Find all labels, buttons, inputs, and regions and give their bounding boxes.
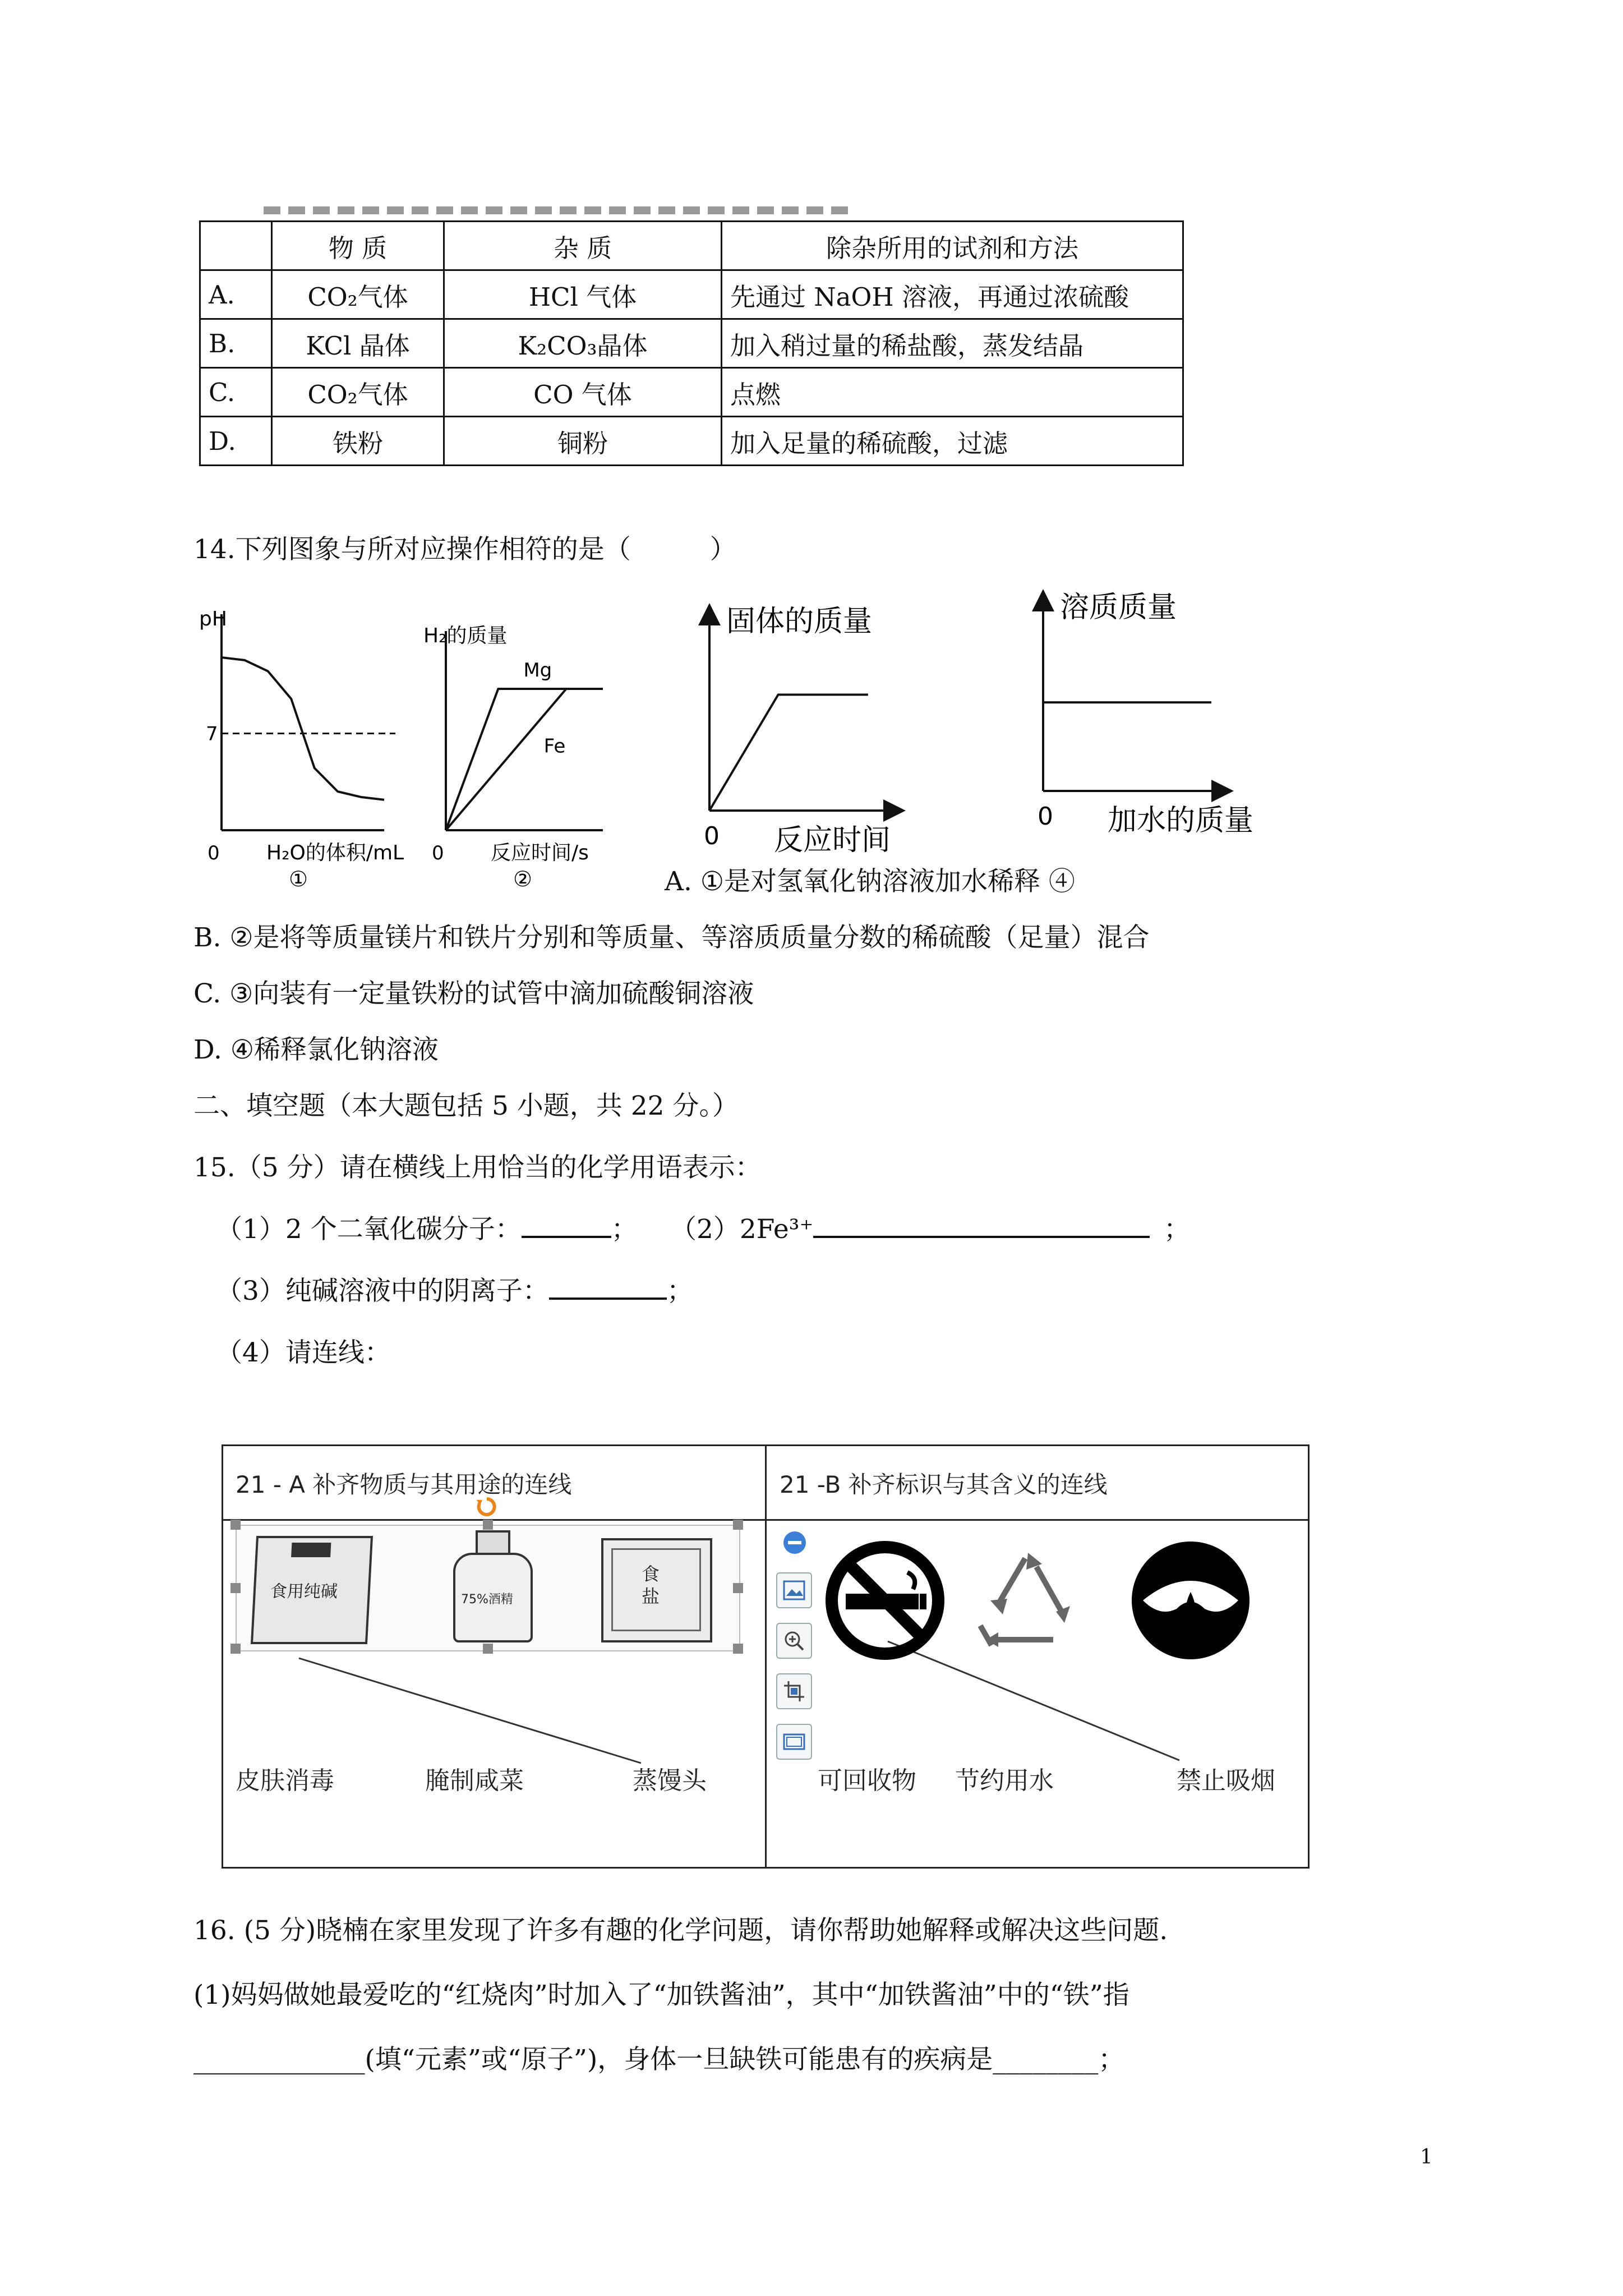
use-label: 腌制咸菜	[425, 1766, 524, 1795]
table-header-row	[200, 222, 1183, 270]
impurity-cell: CO 气体	[444, 368, 722, 417]
q14-option-a: A. ①是对氢氧化钠溶液加水稀释 ④	[665, 866, 1075, 897]
method-cell: 加入足量的稀硫酸，过滤	[722, 417, 1183, 466]
table-header: 除杂所用的试剂和方法	[722, 222, 1183, 270]
chart-3	[704, 605, 895, 857]
substance-cell: CO₂气体	[272, 270, 444, 319]
substance-cell: KCl 晶体	[272, 319, 444, 368]
collapse-button[interactable]	[780, 1527, 810, 1558]
substance-cell: 铁粉	[272, 417, 444, 466]
frame-button[interactable]	[776, 1724, 812, 1760]
q14-option-b: B. ②是将等质量镁片和铁片分别和等质量、等溶质质量分数的稀硫酸（足量）混合	[193, 922, 1150, 953]
impurity-cell: 铜粉	[444, 417, 722, 466]
y-axis-label: H₂的质量	[423, 624, 508, 647]
table-row	[200, 368, 1183, 417]
image-layout-button[interactable]	[776, 1572, 812, 1608]
matching-figure	[222, 1444, 1310, 1869]
q15-stem: 15.（5 分）请在横线上用恰当的化学用语表示：	[193, 1152, 762, 1183]
x-axis-label: 反应时间	[774, 823, 891, 857]
answer-blank[interactable]	[813, 1230, 1150, 1238]
y-axis-label: 固体的质量	[726, 605, 873, 638]
meaning-label: 可回收物	[818, 1766, 916, 1795]
chart-1	[199, 608, 404, 891]
origin-label: 0	[1038, 802, 1053, 831]
option-cell: B.	[200, 319, 272, 368]
no-smoking-icon	[823, 1539, 947, 1662]
page-number: 1	[1420, 2146, 1433, 2169]
q14-option-c: C. ③向装有一定量铁粉的试管中滴加硫酸铜溶液	[193, 978, 754, 1009]
chart-2	[423, 624, 603, 891]
product-label: 75%酒精	[461, 1593, 513, 1607]
q14-option-d: D. ④稀释氯化钠溶液	[193, 1034, 439, 1065]
origin-label: 0	[432, 842, 444, 864]
q15-part2-sep: ；	[1164, 1214, 1190, 1245]
recycle-icon	[963, 1547, 1087, 1659]
water-saving-icon	[1126, 1539, 1255, 1662]
q16-stem: 16. (5 分)晓楠在家里发现了许多有趣的化学问题，请你帮助她解释或解决这些问题.	[193, 1915, 1168, 1946]
meaning-label: 节约用水	[955, 1766, 1054, 1795]
table-header: 杂 质	[444, 222, 722, 270]
y-axis-label: 溶质质量	[1060, 591, 1177, 624]
option-cell: A.	[200, 270, 272, 319]
series-line	[222, 657, 384, 800]
x-axis-label: H₂O的体积/mL	[266, 841, 404, 864]
table-row	[200, 270, 1183, 319]
impurity-cell: K₂CO₃晶体	[444, 319, 722, 368]
reference-label: 7	[206, 723, 218, 746]
chart-4	[1038, 591, 1253, 838]
q15-part3: （3）纯碱溶液中的阴离子： ；	[216, 1276, 693, 1306]
series-label: Mg	[523, 659, 552, 682]
chart-caption: ①	[289, 867, 308, 891]
option-cell: C.	[200, 368, 272, 417]
product-label: 食盐	[642, 1563, 660, 1607]
series-label: Fe	[543, 735, 566, 758]
q15-part2: （2）2Fe³⁺	[670, 1213, 1150, 1246]
section-title: 二、填空题（本大题包括 5 小题，共 22 分。）	[193, 1091, 739, 1121]
answer-blank[interactable]	[549, 1292, 667, 1300]
method-cell: 加入稍过量的稀盐酸，蒸发结晶	[722, 319, 1183, 368]
use-label: 皮肤消毒	[236, 1766, 334, 1795]
method-cell: 点燃	[722, 368, 1183, 417]
series-line	[446, 689, 603, 830]
answer-blank[interactable]	[522, 1230, 611, 1238]
impurity-table	[199, 220, 1184, 466]
q15-part1: （1）2 个二氧化碳分子： ；	[216, 1214, 638, 1245]
substance-cell: CO₂气体	[272, 368, 444, 417]
right-header: 21 -B 补齐标识与其含义的连线	[780, 1471, 1108, 1498]
product-label: 食用纯碱	[269, 1582, 338, 1602]
q15-part4: （4）请连线：	[216, 1337, 391, 1368]
y-axis-label: pH	[199, 608, 227, 631]
option-cell: D.	[200, 417, 272, 466]
table-row	[200, 417, 1183, 466]
zoom-in-button[interactable]	[776, 1623, 812, 1659]
method-cell: 先通过 NaOH 溶液，再通过浓硫酸	[722, 270, 1183, 319]
meaning-label: 禁止吸烟	[1177, 1766, 1275, 1795]
image-toolbar	[772, 1527, 826, 1802]
series-line	[446, 689, 603, 830]
series-line	[709, 694, 868, 811]
x-axis-label: 反应时间/s	[491, 841, 589, 864]
table-row	[200, 319, 1183, 368]
impurity-cell: HCl 气体	[444, 270, 722, 319]
q16-part1-line1: (1)妈妈做她最爱吃的“红烧肉”时加入了“加铁酱油”，其中“加铁酱油”中的“铁”指	[193, 1980, 1129, 2010]
left-header: 21 - A 补齐物质与其用途的连线	[236, 1471, 572, 1498]
crop-button[interactable]	[776, 1673, 812, 1709]
q14-stem: 14.下列图象与所对应操作相符的是（ ）	[193, 534, 736, 565]
q14-charts	[191, 583, 1312, 898]
use-label: 蒸馒头	[633, 1766, 707, 1795]
q16-part1-line2: _____________(填“元素”或“原子”)，身体一旦缺铁可能患有的疾病是________；	[193, 2044, 1125, 2075]
table-header: 物 质	[272, 222, 444, 270]
chart-caption: ②	[513, 867, 533, 891]
origin-label: 0	[704, 822, 720, 850]
clipped-text-fragment	[264, 206, 852, 214]
origin-label: 0	[208, 842, 220, 864]
x-axis-label: 加水的质量	[1108, 804, 1254, 838]
